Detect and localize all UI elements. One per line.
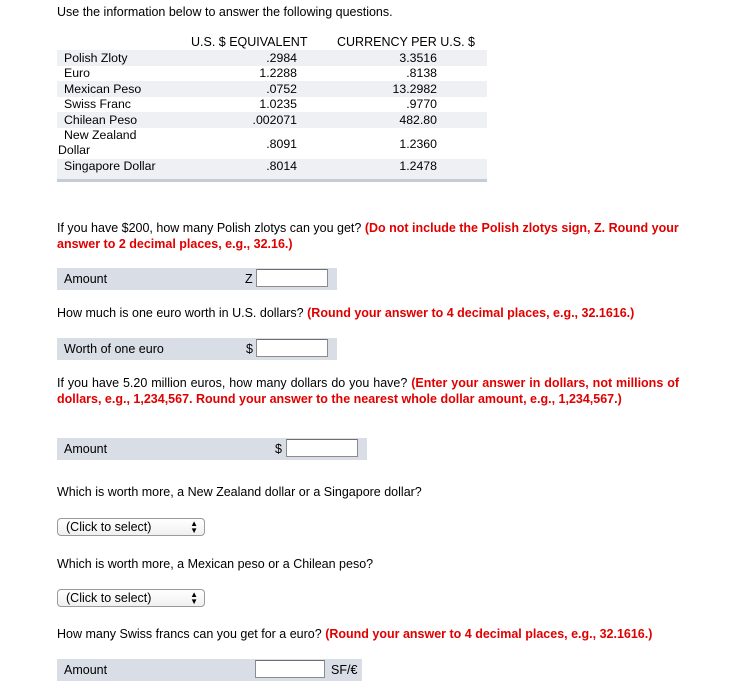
- answer-row-euro: [57, 338, 337, 360]
- question-hint: (Round your answer to 4 decimal places, e.g., 32.1616.): [307, 306, 635, 320]
- swiss-franc-amount-input[interactable]: [255, 660, 325, 678]
- answer-bar-cap: [333, 268, 337, 290]
- zloty-amount-input[interactable]: [256, 269, 328, 287]
- dollar-sign: $: [246, 342, 253, 356]
- table-bottom-border: [57, 179, 487, 182]
- usd-equivalent: 1.2288: [259, 66, 297, 80]
- question-4: Which is worth more, a New Zealand dollar or a Singapore dollar?: [57, 485, 422, 499]
- table-row: [57, 97, 487, 112]
- question-3: [57, 376, 679, 407]
- instructions: Use the information below to answer the following questions.: [57, 5, 393, 19]
- table-header: [57, 35, 487, 50]
- euro-worth-input[interactable]: [256, 339, 328, 357]
- nz-vs-singapore-select[interactable]: [57, 518, 205, 536]
- zloty-sign: Z: [245, 272, 253, 286]
- question-hint: (Enter your answer in dollars, not millions of dollars, e.g., 1,234,567. Round your answer to the nearest whole dollar amount, e.g., 1,234,567.): [57, 376, 679, 406]
- answer-label: Amount: [64, 663, 108, 677]
- currency-name: New Zealand: [64, 128, 137, 142]
- question-text: How many Swiss francs can you get for a euro?: [57, 627, 326, 641]
- currency-name: Mexican Peso: [64, 82, 142, 96]
- answer-row-zloty: [57, 268, 337, 290]
- answer-label: Amount: [64, 442, 108, 456]
- currency-per-usd: .8138: [406, 66, 437, 80]
- currency-name: Polish Zloty: [64, 51, 128, 65]
- dollar-amount-input[interactable]: [286, 439, 358, 457]
- currency-name: Euro: [64, 66, 90, 80]
- currency-name: Singapore Dollar: [64, 159, 156, 173]
- currency-name: Swiss Franc: [64, 97, 131, 111]
- usd-equivalent: .8091: [266, 137, 297, 151]
- currency-per-usd: .9770: [406, 97, 437, 111]
- table-row: [57, 128, 487, 159]
- question-text: If you have 5.20 million euros, how many dollars do you have?: [57, 376, 412, 390]
- question-6: [57, 627, 679, 643]
- select-value: (Click to select): [66, 591, 152, 605]
- usd-equivalent: .002071: [252, 113, 297, 127]
- currency-per-usd: 13.2982: [392, 82, 437, 96]
- dollar-sign: $: [275, 442, 282, 456]
- table-row: [57, 50, 487, 66]
- question-hint: (Round your answer to 4 decimal places, e.g., 32.1616.): [325, 627, 653, 641]
- mexican-vs-chilean-select[interactable]: [57, 589, 205, 607]
- select-arrows-icon: ▲ ▼: [190, 519, 198, 535]
- answer-label: Worth of one euro: [64, 342, 164, 356]
- currency-per-usd: 1.2360: [399, 137, 437, 151]
- question-1: [57, 221, 679, 252]
- question-5: Which is worth more, a Mexican peso or a Chilean peso?: [57, 557, 374, 571]
- answer-row-dollars: [57, 438, 363, 460]
- question-2: [57, 306, 679, 322]
- select-value: (Click to select): [66, 520, 152, 534]
- table-row: [57, 159, 487, 179]
- currency-per-usd: 3.3516: [399, 51, 437, 65]
- usd-equivalent: .8014: [266, 159, 297, 173]
- currency-name-line2: Dollar: [58, 143, 91, 157]
- header-usd-equivalent: U.S. $ EQUIVALENT: [191, 35, 308, 49]
- currency-name: Chilean Peso: [64, 113, 138, 127]
- question-text: If you have $200, how many Polish zlotys can you get?: [57, 221, 365, 235]
- table-row: [57, 81, 487, 97]
- usd-equivalent: .0752: [266, 82, 297, 96]
- usd-equivalent: .2984: [266, 51, 297, 65]
- select-arrows-icon: ▲ ▼: [190, 590, 198, 606]
- sf-per-euro-unit: SF/€: [331, 663, 358, 677]
- usd-equivalent: 1.0235: [259, 97, 297, 111]
- answer-bar-cap: [363, 438, 367, 460]
- header-currency-per-usd: CURRENCY PER U.S. $: [337, 35, 475, 49]
- answer-row-swiss-francs: [57, 659, 362, 681]
- currency-per-usd: 482.80: [399, 113, 437, 127]
- table-row: [57, 112, 487, 128]
- question-hint: (Do not include the Polish zlotys sign, Z. Round your answer to 2 decimal places, e.g., 32.16.): [57, 221, 679, 251]
- currency-per-usd: 1.2478: [399, 159, 437, 173]
- answer-label: Amount: [64, 272, 108, 286]
- answer-bar-cap: [333, 338, 337, 360]
- question-text: How much is one euro worth in U.S. dollars?: [57, 306, 308, 320]
- table-row: [57, 66, 487, 81]
